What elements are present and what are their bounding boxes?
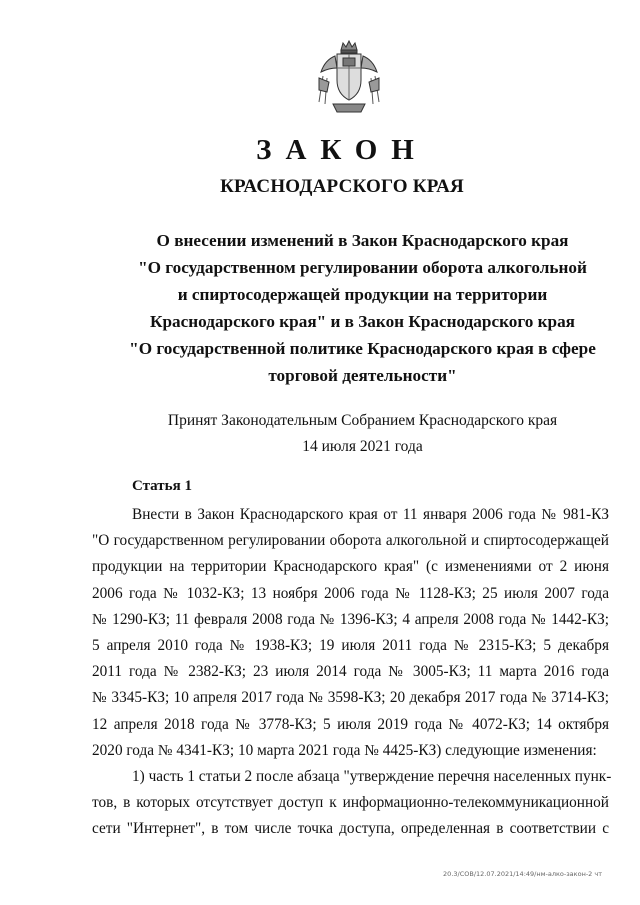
adoption-note [80, 408, 640, 460]
body-line: продукции на территории Краснодарского края" (с изменениями от 2 июня [92, 558, 609, 576]
body-line: № 3345-КЗ; 10 апреля 2017 года № 3598-КЗ; 20 декабря 2017 года № 3714-КЗ; [92, 689, 609, 707]
body-line: 2006 года № 1032-КЗ; 13 ноября 2006 года № 1128-КЗ; 25 июля 2007 года [92, 584, 609, 602]
article-title: Статья 1 [132, 478, 192, 494]
body-line: 1) часть 1 статьи 2 после абзаца "утверждение перечня населенных пунк- [132, 767, 612, 785]
heading-line: торговой деятельности" [268, 366, 457, 385]
document-title: ЗАКОН [256, 134, 428, 166]
heading-line: "О государственном регулировании оборота алкогольной [138, 258, 587, 277]
heading-line: О внесении изменений в Закон Краснодарского края [156, 231, 569, 250]
body-line: 2020 года № 4341-КЗ; 10 марта 2021 года № 4425-КЗ) следующие изменения: [92, 741, 597, 759]
body-line: "О государственном регулировании оборота алкогольной и спиртосодержащей [92, 532, 609, 550]
article-body [92, 502, 612, 842]
heading-line: "О государственной политике Краснодарского края в сфере [129, 339, 596, 358]
adoption-line: Принят Законодательным Собранием Краснодарского края [167, 412, 558, 429]
coat-of-arms-emblem [315, 38, 383, 118]
body-line: сети "Интернет", в том числе точка доступа, определенная в соответствии с [92, 820, 609, 838]
document-code: 20.3/СОВ/12.07.2021/14:49/нм-алко-закон-2 чт [443, 870, 602, 878]
document-region: КРАСНОДАРСКОГО КРАЯ [220, 176, 464, 197]
body-line: 2011 года № 2382-КЗ; 23 июля 2014 года № 3005-КЗ; 11 марта 2016 года [92, 663, 609, 681]
body-line: № 1290-КЗ; 11 февраля 2008 года № 1396-КЗ; 4 апреля 2008 года № 1442-КЗ; [92, 610, 609, 628]
body-line: тов, в которых отсутствует доступ к информационно-телекоммуникационной [92, 794, 609, 812]
body-line: Внести в Закон Краснодарского края от 11 января 2006 года № 981-КЗ [132, 506, 609, 523]
heading-line: Краснодарского края" и в Закон Краснодарского края [150, 312, 575, 331]
body-line: 5 апреля 2010 года № 1938-КЗ; 19 июля 2011 года № 2315-КЗ; 5 декабря [92, 636, 609, 654]
heading-line: и спиртосодержащей продукции на территории [177, 285, 548, 304]
adoption-date: 14 июля 2021 года [302, 438, 423, 455]
body-line: 12 апреля 2018 года № 3778-КЗ; 5 июля 2019 года № 4072-КЗ; 14 октября [92, 715, 609, 733]
law-heading [80, 227, 640, 389]
